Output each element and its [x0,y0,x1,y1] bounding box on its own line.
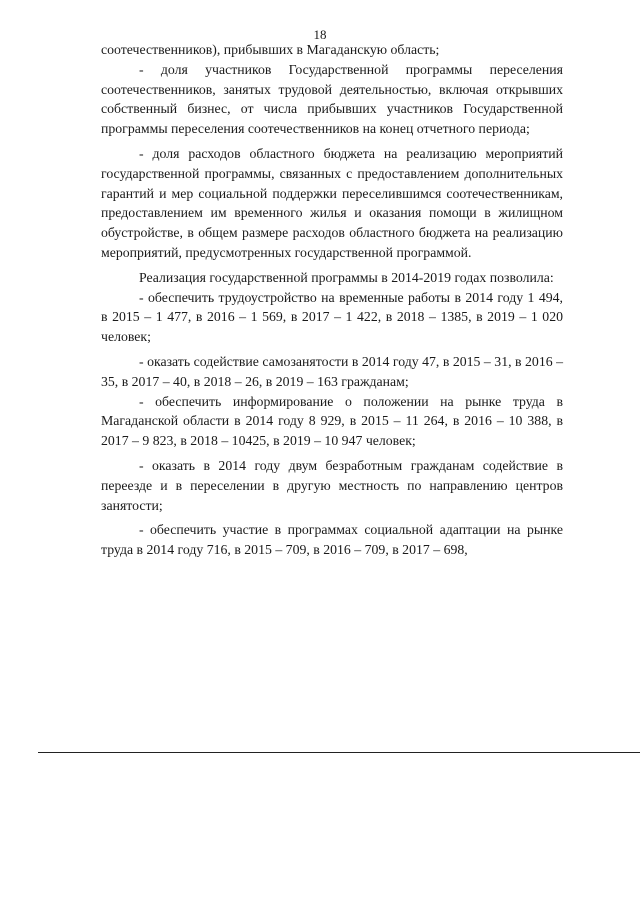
paragraph-self-employment: - оказать содействие самозанятости в 2014 году 47, в 2015 – 31, в 2016 – 35, в 2017 – 40, в 2018 – 26, в 2019 – 163 гражданам; [101,353,563,389]
paragraph-continuation: соотечественников), прибывших в Магаданскую область; [101,42,440,57]
paragraph-relocation-assistance: - оказать в 2014 году двум безработным гражданам содействие в переезде и в переселении в другую местность по направлению центров занятости; [101,457,563,513]
paragraph-temporary-employment: - обеспечить трудоустройство на временные работы в 2014 году 1 494, в 2015 – 1 477, в 2016 – 1 569, в 2017 – 1 422, в 2018 – 1385, в 2019 – 1 020 человек; [101,289,563,345]
page-number: 18 [313,27,327,42]
paragraph-share-employed-participants: - доля участников Государственной программы переселения соотечественников, занятых трудовой деятельностью, включая открывших собственный бизнес, от числа прибывших участников Государственной программы переселения соотечественников на конец отчетного периода; [101,61,563,137]
document-body [101,40,563,560]
page-divider-line [38,752,640,753]
paragraph-labor-market-information: - обеспечить информирование о положении на рынке труда в Магаданской области в 2014 году 8 929, в 2015 – 11 264, в 2016 – 10 388, в 2017 – 9 823, в 2018 – 10425, в 2019 – 10 947 человек; [101,393,563,449]
paragraph-social-adaptation: - обеспечить участие в программах социальной адаптации на рынке труда в 2014 году 716, в 2015 – 709, в 2016 – 709, в 2017 – 698, [101,522,563,558]
paragraph-program-results-intro: Реализация государственной программы в 2014-2019 годах позволила: [139,269,554,285]
paragraph-share-budget-expenses: - доля расходов областного бюджета на реализацию мероприятий государственной программы, связанных с предоставлением дополнительных гарантий и мер социальной поддержки переселившимся соотечественникам, предоставлением им временного жилья и оказания помощи в жилищном обустройстве, в общем размере расходов областного бюджета на реализацию мероприятий, предусмотренных государственной программой. [101,145,563,260]
